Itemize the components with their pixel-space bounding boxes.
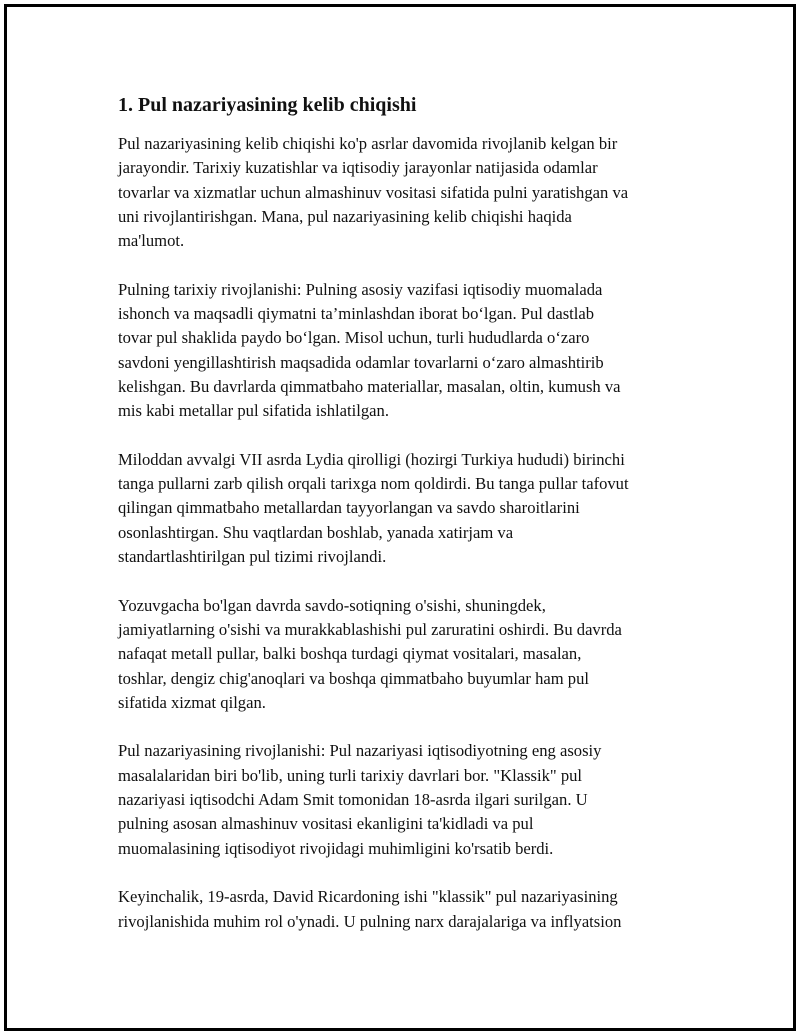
paragraph-ricardo: Keyinchalik, 19-asrda, David Ricardoning ishi "klassik" pul nazariyasining rivojlanishida muhim rol o'ynadi. U pulning narx darajalariga va inflyatsion xyxy=(118,887,622,931)
document-body xyxy=(118,92,688,958)
paragraph-pre-writing-era: Yozuvgacha bo'lgan davrda savdo-sotiqning o'sishi, shuningdek, jamiyatlarning o'sishi va murakkablashishi pul zaruratini oshirdi. Bu davrda nafaqat metall pullar, balki boshqa turdagi qiymat vositalari, masalan, toshlar, dengiz chig'anoqlari va boshqa qimmatbaho buyumlar ham pul sifatida xizmat qilgan. xyxy=(118,595,622,712)
paragraph-lydia-coins: Miloddan avvalgi VII asrda Lydia qirolligi (hozirgi Turkiya hududi) birinchi tanga pullarni zarb qilish orqali tarixga nom qoldirdi. Bu tanga pullar tafovut qilingan qimmatbaho metallardan tayyorlangan va savdo sharoitlarini osonlashtirgan. Shu vaqtlardan boshlab, yanada xatirjam va standartlashtirilgan pul tizimi rivojlandi. xyxy=(118,449,629,567)
section-heading: 1. Pul nazariyasining kelib chiqishi xyxy=(118,94,417,116)
paragraph-theory-development: Pul nazariyasining rivojlanishi: Pul nazariyasi iqtisodiyotning eng asosiy masalalaridan biri bo'lib, uning turli tarixiy davrlari bor. "Klassik" pul nazariyasi iqtisodchi Adam Smit tomonidan 18-asrda ilgari surilgan. U pulning asosan almashinuv vositasi ekanligini ta'kidladi va pul muomalasining iqtisodiyot rivojidagi muhimligini ko'rsatib berdi. xyxy=(118,741,602,858)
paragraph-historical-development: Pulning tarixiy rivojlanishi: Pulning asosiy vazifasi iqtisodiy muomalada ishonch va maqsadli qiymatni ta’minlashdan iborat bo‘lgan. Pul dastlab tovar pul shaklida paydo bo‘lgan. Misol uchun, turli hududlarda o‘zaro savdoni yengillashtirish maqsadida odamlar tovarlarni o‘zaro almashtirib kelishgan. Bu davrlarda qimmatbaho materiallar, masalan, oltin, kumush va mis kabi metallar pul sifatida ishlatilgan. xyxy=(118,279,621,421)
paragraph-intro: Pul nazariyasining kelib chiqishi ko'p asrlar davomida rivojlanib kelgan bir jarayondir. Tarixiy kuzatishlar va iqtisodiy jarayonlar natijasida odamlar tovarlar va xizmatlar uchun almashinuv vositasi sifatida pulni yaratishgan va uni rivojlantirishgan. Mana, pul nazariyasining kelib chiqishi haqida ma'lumot. xyxy=(118,134,629,251)
